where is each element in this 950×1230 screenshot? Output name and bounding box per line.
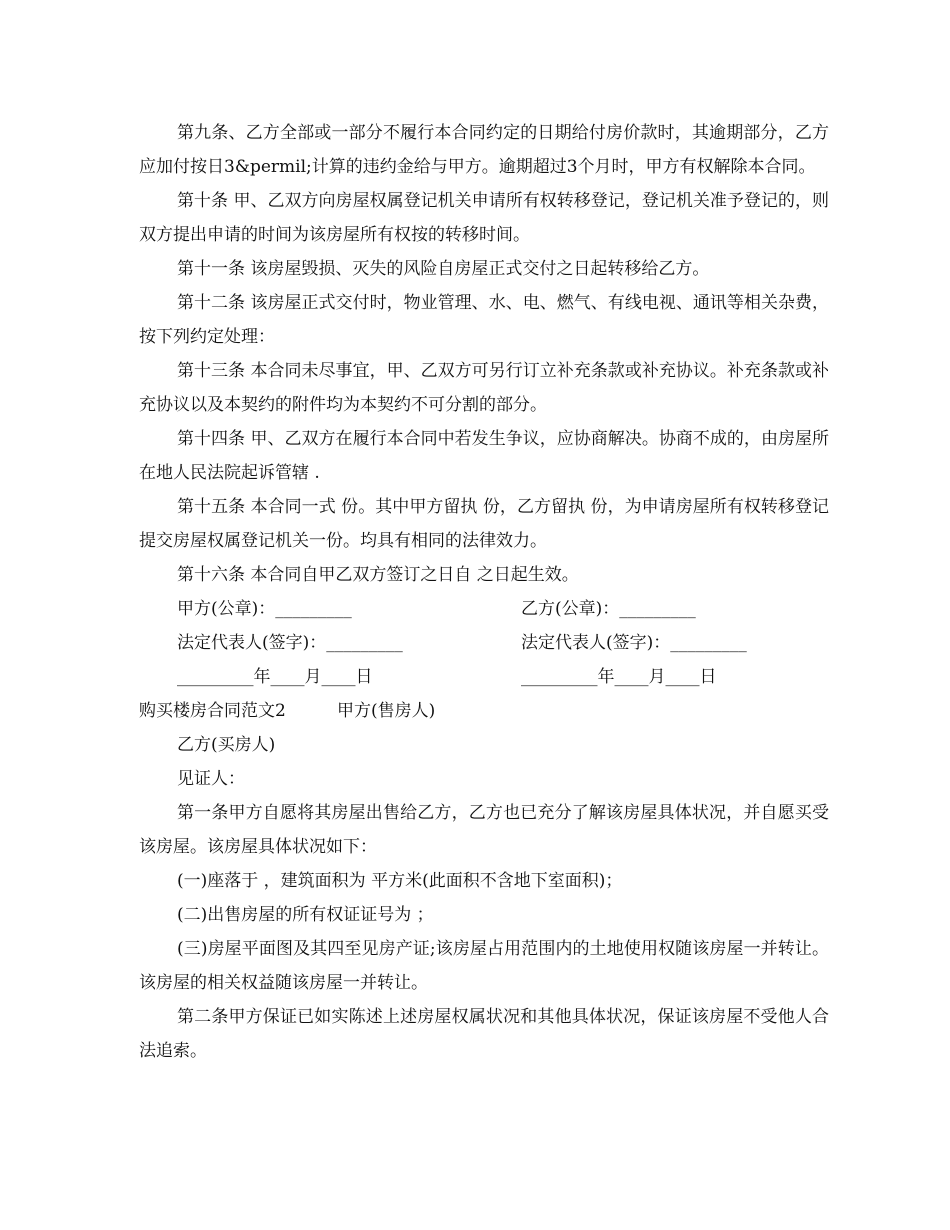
article-16: 第十六条 本合同自甲乙双方签订之日自 之日起生效。 — [177, 565, 579, 585]
contract-body — [139, 116, 829, 1068]
party-b-representative-line: 法定代表人(签字)：_________ — [521, 633, 747, 653]
article-13: 第十三条 本合同未尽事宜，甲、乙双方可另行订立补充条款或补充协议。补充条款或补充协议以及本契约的附件均为本契约不可分割的部分。 — [139, 361, 829, 415]
article-1-item-2: (二)出售房屋的所有权证证号为 ； — [177, 905, 434, 925]
second-contract-title: 购买楼房合同范文2 — [139, 701, 286, 721]
representative-row — [139, 626, 829, 660]
article-12: 第十二条 该房屋正式交付时，物业管理、水、电、燃气、有线电视、通讯等相关杂费，按下列约定处理： — [139, 293, 829, 347]
article-14: 第十四条 甲、乙双方在履行本合同中若发生争议，应协商解决。协商不成的，由房屋所在地人民法院起诉管辖 . — [139, 429, 829, 483]
article-1-item-1: (一)座落于 ，建筑面积为 平方米(此面积不含地下室面积)； — [177, 871, 623, 891]
party-b-date-line: _________年____月____日 — [521, 667, 717, 687]
party-a-representative-line: 法定代表人(签字)：_________ — [177, 633, 403, 653]
witness-label: 见证人： — [177, 769, 245, 789]
seller-label: 甲方(售房人) — [337, 701, 436, 721]
article-11: 第十一条 该房屋毁损、灭失的风险自房屋正式交付之日起转移给乙方。 — [177, 259, 710, 279]
article-9: 第九条、乙方全部或一部分不履行本合同约定的日期给付房价款时，其逾期部分，乙方应加付按日3&permil;计算的违约金给与甲方。逾期超过3个月时，甲方有权解除本合同。 — [139, 123, 829, 177]
party-a-seal-line: 甲方(公章)：_________ — [177, 599, 352, 619]
article-2: 第二条甲方保证已如实陈述上述房屋权属状况和其他具体状况，保证该房屋不受他人合法追索。 — [139, 1007, 829, 1061]
article-15: 第十五条 本合同一式 份。其中甲方留执 份，乙方留执 份，为申请房屋所有权转移登记提交房屋权属登记机关一份。均具有相同的法律效力。 — [139, 497, 829, 551]
article-1-item-3: (三)房屋平面图及其四至见房产证;该房屋占用范围内的土地使用权随该房屋一并转让。该房屋的相关权益随该房屋一并转让。 — [139, 939, 829, 993]
buyer-label: 乙方(买房人) — [177, 735, 276, 755]
seal-row — [139, 592, 829, 626]
second-contract-heading — [139, 694, 829, 728]
date-row — [139, 660, 829, 694]
article-10: 第十条 甲、乙双方向房屋权属登记机关申请所有权转移登记，登记机关准予登记的，则双方提出申请的时间为该房屋所有权按的转移时间。 — [139, 191, 829, 245]
party-a-date-line: _________年____月____日 — [177, 667, 373, 687]
party-b-seal-line: 乙方(公章)：_________ — [521, 599, 696, 619]
article-1: 第一条甲方自愿将其房屋出售给乙方，乙方也已充分了解该房屋具体状况，并自愿买受该房屋。该房屋具体状况如下： — [139, 803, 829, 857]
